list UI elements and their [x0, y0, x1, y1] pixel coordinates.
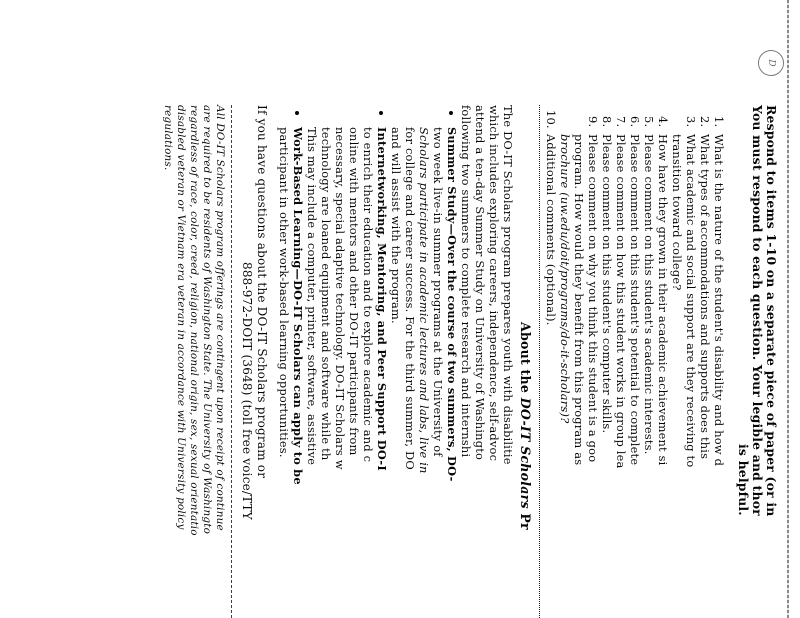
bullet-icon — [449, 111, 453, 115]
about-intro-line: which includes exploring careers, independence, self-advoc — [487, 105, 501, 462]
footer-line: are required to be residents of Washington State. The University of Washingto — [201, 105, 213, 535]
question-text: Please comment on this student's academic interests. — [642, 134, 656, 455]
contact-line-2: 888-972-DOIT (3648) (toll free voice/TTY — [240, 262, 254, 520]
bullet-line: Summer Study—Over the course of two summers, DO- — [445, 127, 459, 482]
bullet-icon — [295, 111, 299, 115]
question-num: 8. — [600, 116, 614, 128]
question-num: 10. — [544, 110, 558, 129]
question-text: What is the nature of the student's disability and how d — [712, 134, 726, 467]
bullet-line: online with mentors and other DO-IT participants from — [347, 127, 361, 456]
question-text: Please comment on this student's computer skills. — [600, 134, 614, 434]
question-num: 7. — [614, 116, 628, 128]
about-intro-line: The DO-IT Scholars program prepares youth with disabilitie — [501, 105, 515, 465]
bullet-line: to enrich their education and to explore academic and c — [361, 127, 375, 463]
question-text: What types of accommodations and supports does this — [698, 134, 712, 460]
bullet-line: Work-Based Learning—DO-IT Scholars can apply to be — [291, 127, 305, 485]
instructions-line-3: is helpful. — [736, 444, 751, 516]
footer-line: regulations. — [162, 105, 174, 171]
bullet-line: Scholars participate in academic lectures and labs, live in — [417, 127, 431, 474]
instructions-line-2: You must respond to each question. Your legible and thor — [750, 105, 765, 516]
question-num: 5. — [642, 116, 656, 128]
footer-line: disabled veteran or Vietnam era veteran in accordance with University policy — [175, 105, 187, 530]
question-num: 3. — [684, 116, 698, 128]
section-divider — [539, 105, 540, 618]
question-text: Please comment on how this student works in group lea — [614, 134, 628, 469]
footer-divider — [231, 105, 232, 618]
bullet-icon — [379, 111, 383, 115]
question-text: How have they grown in their academic achievement si — [656, 134, 670, 466]
question-text: Please comment on this student's potential to complete — [628, 134, 642, 466]
question-num: 2. — [698, 116, 712, 128]
seal-stamp-icon: D — [758, 50, 784, 76]
bullet-line: for college and career success. For the third summer, DO — [403, 127, 417, 470]
bullet-line: two week live-in summer programs at the University of — [431, 127, 445, 457]
footer-line: All DO-IT Scholars program offerings are contingent upon receipt of continue — [214, 105, 226, 531]
footer-line: regardless of race, color, creed, religion, national origin, sex, sexual orientatio — [188, 105, 200, 536]
scan-edge-artifact — [787, 0, 789, 618]
question-text: transition toward college? — [670, 134, 684, 291]
contact-line-1: If you have questions about the DO-IT Scholars program or — [255, 105, 269, 479]
question-num: 9. — [586, 116, 600, 128]
question-num: 4. — [656, 116, 670, 128]
question-text: program. How would they benefit from this program as — [572, 134, 586, 466]
question-text: brochure (uw.edu/doit/programs/do-it-scholars)? — [558, 134, 572, 424]
question-text: What academic and social support are they receiving to — [684, 134, 698, 468]
about-intro-line: attend a ten-day Summer Study on University of Washingto — [473, 105, 487, 461]
question-text: Additional comments (optional). — [544, 134, 558, 326]
question-num: 1. — [712, 116, 726, 128]
bullet-line: necessary, special adaptive technology. DO-IT Scholars w — [333, 127, 347, 470]
bullet-line: and will assist with the program. — [389, 127, 403, 324]
bullet-line: Internetworking, Mentoring, and Peer Support DO-I — [375, 127, 389, 471]
bullet-line: technology are loaned equipment and software while th — [319, 127, 333, 461]
about-heading: About the DO-IT Scholars Pr — [518, 322, 533, 530]
question-text: Please comment on why you think this student is a goo — [586, 134, 600, 463]
about-intro-line: following two summers to complete research and internshi — [459, 105, 473, 458]
question-num: 6. — [628, 116, 642, 128]
bullet-line: participant in other work-based learning opportunities. — [277, 127, 291, 458]
instructions-line-1: Respond to items 1-10 on a separate piece of paper (or in — [764, 105, 779, 517]
bullet-line: This may include a computer, printer, software, assistive — [305, 127, 319, 466]
